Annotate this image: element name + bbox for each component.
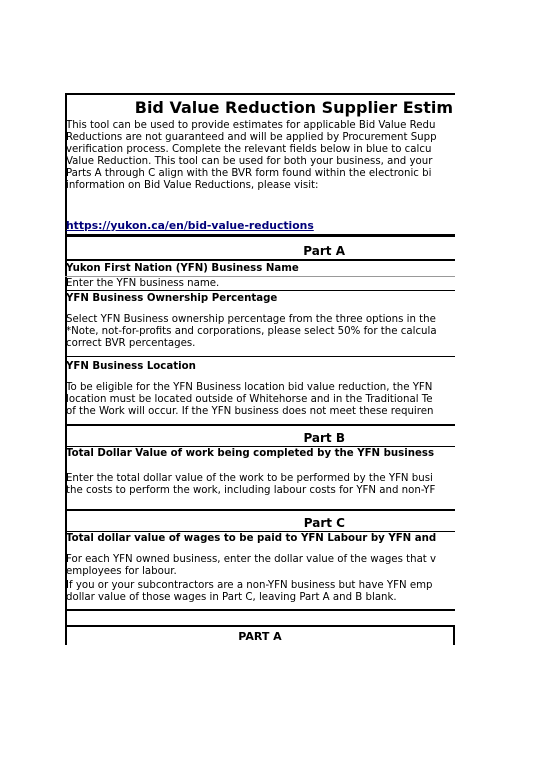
business-location-label: YFN Business Location bbox=[66, 361, 196, 372]
cell-divider bbox=[65, 290, 455, 291]
ownership-percentage-label: YFN Business Ownership Percentage bbox=[66, 293, 278, 304]
intro-line: Value Reduction. This tool can be used for both your business, and your bbox=[66, 156, 433, 167]
bvr-info-link[interactable]: https://yukon.ca/en/bid-value-reductions bbox=[66, 220, 314, 232]
intro-line: verification process. Complete the relevant fields below in blue to calcu bbox=[66, 144, 432, 155]
location-hint-line: location must be located outside of Whitehorse and in the Traditional Te bbox=[66, 394, 433, 405]
location-hint-line: of the Work will occur. If the YFN business does not meet these requiren bbox=[66, 406, 434, 417]
ownership-hint-line: *Note, not-for-profits and corporations, please select 50% for the calcula bbox=[66, 326, 437, 337]
calculator-part-a-heading: PART A bbox=[238, 630, 282, 643]
part-c-heading: Part C bbox=[303, 516, 345, 530]
yfn-business-name-label: Yukon First Nation (YFN) Business Name bbox=[66, 263, 299, 274]
wages-hint-line: For each YFN owned business, enter the dollar value of the wages that v bbox=[66, 554, 437, 565]
wages-hint-line: If you or your subcontractors are a non-YFN business but have YFN emp bbox=[66, 580, 433, 591]
section-divider bbox=[65, 259, 455, 261]
section-divider bbox=[65, 424, 455, 426]
wages-hint-line: employees for labour. bbox=[66, 566, 177, 577]
cell-divider bbox=[65, 446, 455, 447]
section-divider bbox=[65, 234, 455, 237]
section-divider bbox=[65, 509, 455, 511]
location-hint-line: To be eligible for the YFN Business location bid value reduction, the YFN bbox=[66, 382, 433, 393]
calculator-right-border bbox=[453, 625, 455, 645]
ownership-hint-line: Select YFN Business ownership percentage from the three options in the bbox=[66, 314, 436, 325]
total-work-hint-line: the costs to perform the work, including labour costs for YFN and non-YF bbox=[66, 485, 436, 496]
page-title: Bid Value Reduction Supplier Estim bbox=[134, 98, 453, 117]
part-a-heading: Part A bbox=[303, 244, 345, 258]
intro-line: Reductions are not guaranteed and will be applied by Procurement Supp bbox=[66, 132, 437, 143]
bvr-estimator-sheet bbox=[65, 93, 455, 645]
wages-hint-line: dollar value of those wages in Part C, leaving Part A and B blank. bbox=[66, 592, 397, 603]
cell-divider bbox=[65, 276, 455, 277]
yfn-wages-label: Total dollar value of wages to be paid to YFN Labour by YFN and bbox=[66, 533, 437, 544]
intro-line: information on Bid Value Reductions, please visit: bbox=[66, 180, 319, 191]
calculator-top-border bbox=[65, 625, 455, 627]
intro-line: Parts A through C align with the BVR form found within the electronic bi bbox=[66, 168, 432, 179]
cell-divider bbox=[65, 531, 455, 532]
total-work-hint-line: Enter the total dollar value of the work to be performed by the YFN busi bbox=[66, 473, 433, 484]
total-work-value-label: Total Dollar Value of work being completed by the YFN business bbox=[66, 448, 435, 459]
intro-line: This tool can be used to provide estimates for applicable Bid Value Redu bbox=[66, 120, 436, 131]
ownership-hint-line: correct BVR percentages. bbox=[66, 338, 196, 349]
part-b-heading: Part B bbox=[303, 431, 345, 445]
top-border bbox=[65, 93, 455, 95]
section-divider bbox=[65, 609, 455, 611]
cell-divider bbox=[65, 356, 455, 357]
yfn-business-name-hint: Enter the YFN business name. bbox=[66, 278, 220, 289]
